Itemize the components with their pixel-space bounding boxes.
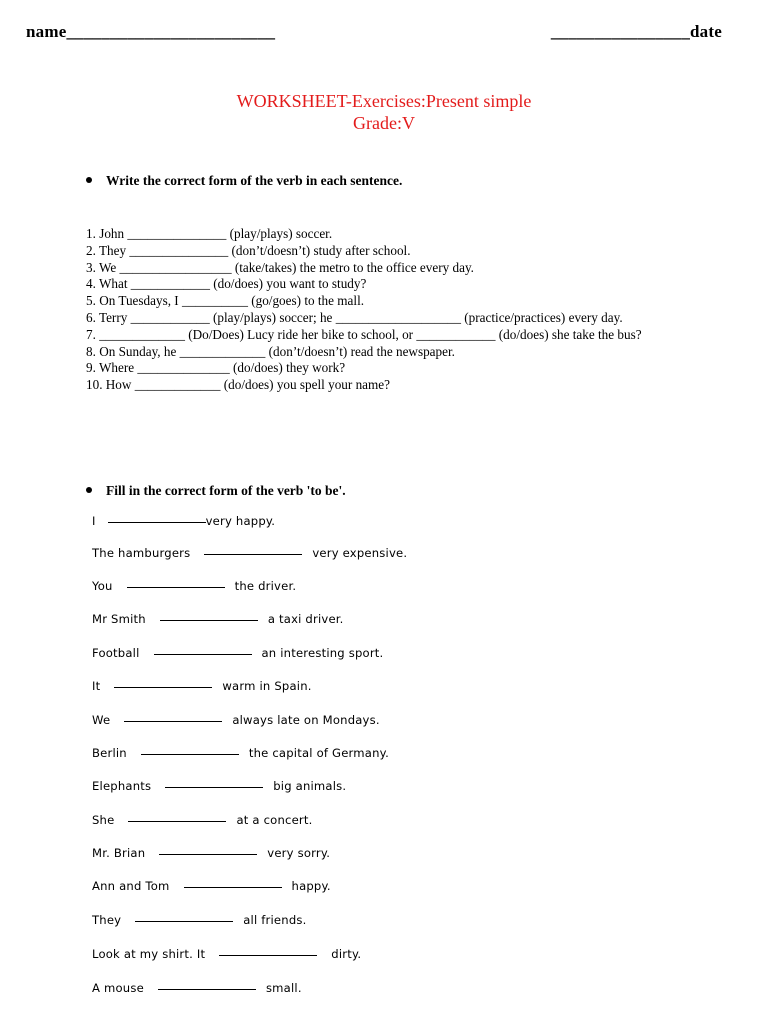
predicate-text: warm in Spain.	[222, 679, 312, 693]
list-item	[92, 981, 302, 995]
list-item: 10. How _____________ (do/does) you spell your name?	[86, 377, 391, 393]
predicate-text: the capital of Germany.	[248, 746, 389, 760]
list-item: 8. On Sunday, he _____________ (don’t/doesn’t) read the newspaper.	[86, 343, 455, 359]
section1-heading	[86, 173, 402, 189]
subject-text: Mr Smith	[92, 612, 146, 626]
predicate-text: an interesting sport.	[261, 646, 384, 660]
list-item	[92, 612, 344, 626]
date-field-label: ________________date	[550, 22, 722, 41]
predicate-text: happy.	[291, 879, 331, 893]
list-item	[92, 579, 296, 593]
answer-blank[interactable]	[124, 720, 222, 722]
list-item: 1. John _______________ (play/plays) soccer.	[86, 226, 333, 241]
answer-blank[interactable]	[114, 686, 212, 688]
answer-blank[interactable]	[108, 521, 206, 523]
predicate-text: very sorry.	[267, 846, 331, 860]
section2-heading-text: Fill in the correct form of the verb 'to be'.	[106, 483, 346, 498]
worksheet-title	[0, 90, 768, 134]
predicate-text: very happy.	[205, 514, 276, 528]
subject-text: It	[92, 679, 101, 693]
subject-text: She	[92, 813, 115, 827]
worksheet-header	[26, 22, 722, 50]
bullet-icon	[86, 487, 92, 493]
list-item	[92, 646, 383, 660]
list-item	[92, 779, 346, 793]
subject-text: They	[92, 913, 122, 927]
answer-blank[interactable]	[135, 920, 233, 922]
subject-text: Elephants	[92, 779, 152, 793]
subject-text: A mouse	[92, 981, 144, 995]
predicate-text: very expensive.	[312, 546, 408, 560]
predicate-text: at a concert.	[236, 813, 313, 827]
list-item	[92, 913, 307, 927]
subject-text: The hamburgers	[92, 546, 191, 560]
subject-text: I	[92, 514, 96, 528]
subject-text: Berlin	[92, 746, 127, 760]
answer-blank[interactable]	[219, 954, 317, 956]
subject-text: We	[92, 713, 111, 727]
answer-blank[interactable]	[159, 853, 257, 855]
list-item: 3. We _________________ (take/takes) the metro to the office every day.	[86, 259, 474, 275]
list-item: 9. Where ______________ (do/does) they work?	[86, 360, 346, 376]
list-item: 7. _____________ (Do/Does) Lucy ride her bike to school, or ____________ (do/does) she take the bus?	[86, 326, 642, 342]
list-item: 2. They _______________ (don’t/doesn’t) study after school.	[86, 242, 411, 258]
list-item	[92, 746, 389, 760]
list-item	[92, 546, 407, 560]
list-item	[92, 813, 313, 827]
answer-blank[interactable]	[127, 586, 225, 588]
list-item	[92, 846, 330, 860]
subject-text: Look at my shirt. It	[92, 947, 206, 961]
predicate-text: all friends.	[243, 913, 307, 927]
list-item	[92, 879, 331, 893]
title-line-2: Grade:V	[353, 113, 415, 133]
list-item	[92, 713, 380, 727]
answer-blank[interactable]	[160, 619, 258, 621]
list-item	[92, 947, 361, 961]
predicate-text: always late on Mondays.	[232, 713, 380, 727]
predicate-text: small.	[265, 981, 302, 995]
section1-heading-text: Write the correct form of the verb in each sentence.	[106, 173, 403, 188]
predicate-text: dirty.	[331, 947, 362, 961]
list-item	[92, 679, 312, 693]
answer-blank[interactable]	[158, 988, 256, 990]
subject-text: You	[92, 579, 113, 593]
section1-list	[86, 226, 646, 394]
subject-text: Football	[92, 646, 140, 660]
predicate-text: the driver.	[234, 579, 297, 593]
title-line-1: WORKSHEET-Exercises:Present simple	[236, 91, 532, 111]
list-item: 6. Terry ____________ (play/plays) soccer; he ___________________ (practice/practices) every day.	[86, 309, 623, 325]
answer-blank[interactable]	[128, 820, 226, 822]
subject-text: Mr. Brian	[92, 846, 146, 860]
answer-blank[interactable]	[165, 786, 263, 788]
predicate-text: big animals.	[273, 779, 347, 793]
name-field-label: name________________________	[26, 22, 276, 41]
section2-heading	[86, 483, 346, 499]
answer-blank[interactable]	[154, 653, 252, 655]
subject-text: Ann and Tom	[92, 879, 170, 893]
predicate-text: a taxi driver.	[267, 612, 344, 626]
answer-blank[interactable]	[204, 553, 302, 555]
answer-blank[interactable]	[184, 886, 282, 888]
list-item: 5. On Tuesdays, I __________ (go/goes) to the mall.	[86, 293, 365, 309]
list-item: 4. What ____________ (do/does) you want to study?	[86, 276, 367, 292]
list-item	[92, 514, 275, 528]
answer-blank[interactable]	[141, 753, 239, 755]
bullet-icon	[86, 177, 92, 183]
